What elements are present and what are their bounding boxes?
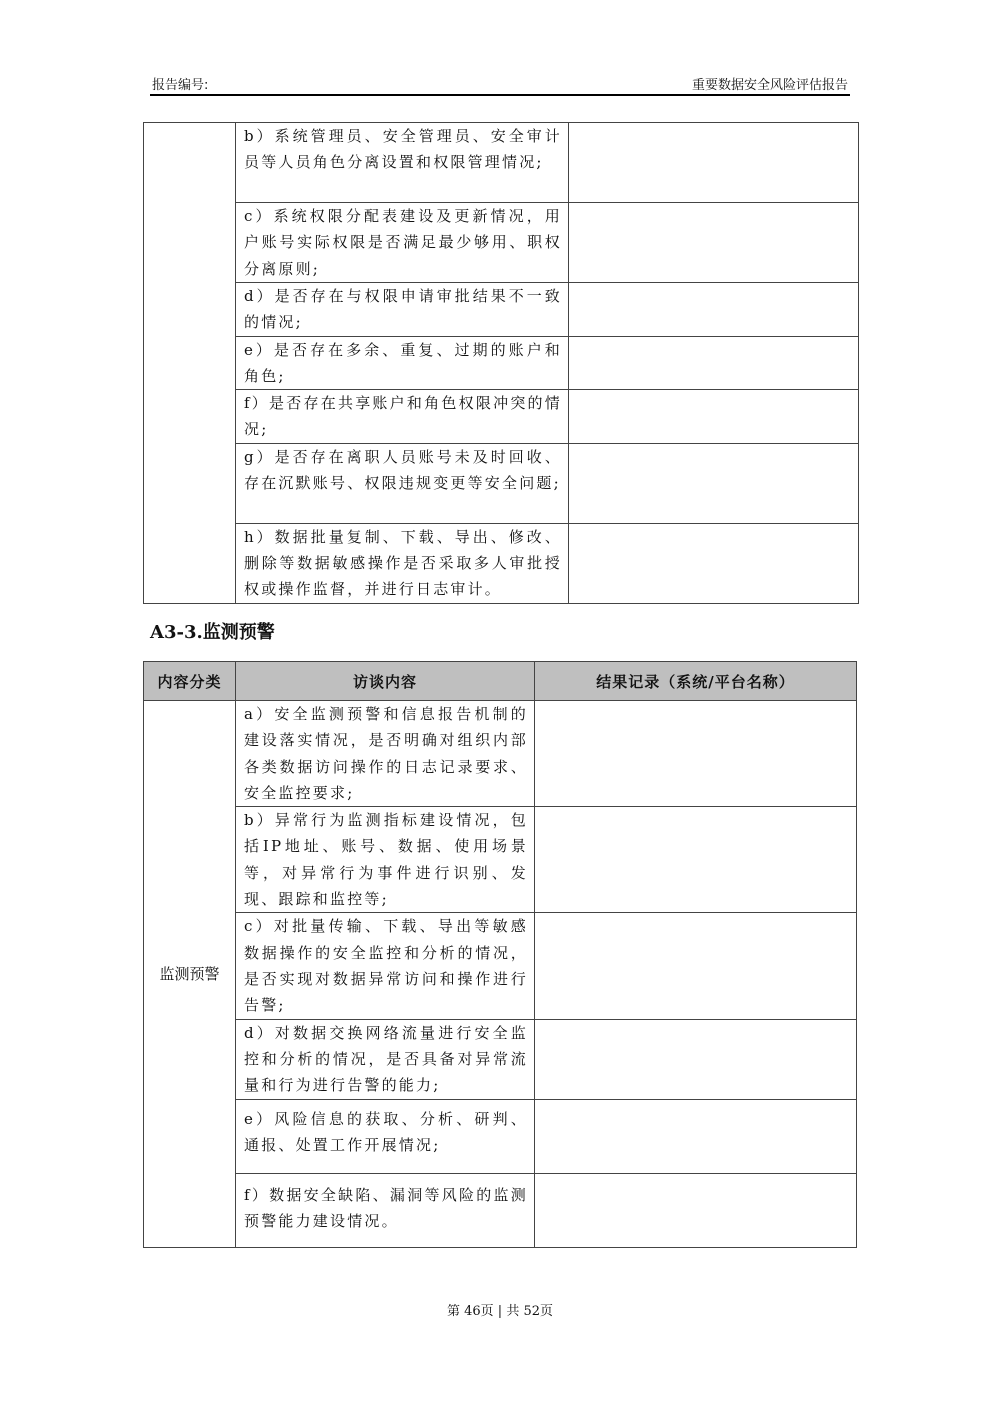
table-row xyxy=(144,1099,857,1173)
interview-content-cell: h）数据批量复制、下载、导出、修改、删除等数据敏感操作是否采取多人审批授权或操作监督，并进行日志审计。 xyxy=(236,523,569,603)
monitoring-table xyxy=(143,661,857,1248)
interview-content-cell: d）是否存在与权限申请审批结果不一致的情况; xyxy=(236,283,569,337)
result-cell[interactable] xyxy=(569,523,859,603)
column-header-category: 内容分类 xyxy=(144,662,236,701)
table-row xyxy=(144,443,859,523)
table-row xyxy=(144,390,859,444)
table-row xyxy=(144,523,859,603)
permission-table xyxy=(143,122,859,604)
result-cell[interactable] xyxy=(569,283,859,337)
result-cell[interactable] xyxy=(569,123,859,203)
result-cell[interactable] xyxy=(535,1019,857,1099)
table-row xyxy=(144,203,859,283)
interview-content-cell: e）是否存在多余、重复、过期的账户和角色; xyxy=(236,336,569,390)
result-cell[interactable] xyxy=(535,913,857,1019)
category-cell xyxy=(144,123,236,604)
page-header xyxy=(150,72,850,96)
page-footer: 第 46页 | 共 52页 xyxy=(447,1304,553,1319)
table-row xyxy=(144,807,857,913)
interview-content-cell: d）对数据交换网络流量进行安全监控和分析的情况，是否具备对异常流量和行为进行告警的能力; xyxy=(236,1019,535,1099)
report-title: 重要数据安全风险评估报告 xyxy=(691,78,848,93)
table-row xyxy=(144,336,859,390)
result-cell[interactable] xyxy=(569,336,859,390)
interview-content-cell: f）是否存在共享账户和角色权限冲突的情况; xyxy=(236,390,569,444)
table-row xyxy=(144,283,859,337)
category-cell: 监测预警 xyxy=(144,701,236,1248)
result-cell[interactable] xyxy=(535,1099,857,1173)
interview-content-cell: b）系统管理员、安全管理员、安全审计员等人员角色分离设置和权限管理情况; xyxy=(236,123,569,203)
table-row xyxy=(144,913,857,1019)
column-header-interview: 访谈内容 xyxy=(236,662,535,701)
table-row xyxy=(144,123,859,203)
result-cell[interactable] xyxy=(535,807,857,913)
report-number-label: 报告编号: xyxy=(152,78,209,93)
interview-content-cell: c）系统权限分配表建设及更新情况，用户账号实际权限是否满足最少够用、职权分离原则; xyxy=(236,203,569,283)
result-cell[interactable] xyxy=(535,1173,857,1247)
interview-content-cell: b）异常行为监测指标建设情况，包括IP地址、账号、数据、使用场景等，对异常行为事件进行识别、发现、跟踪和监控等; xyxy=(236,807,535,913)
table-header-row xyxy=(144,662,857,701)
table-row xyxy=(144,1019,857,1099)
section-title: A3-3.监测预警 xyxy=(150,622,275,643)
interview-content-cell: g）是否存在离职人员账号未及时回收、存在沉默账号、权限违规变更等安全问题; xyxy=(236,443,569,523)
table-row xyxy=(144,701,857,807)
interview-content-cell: e）风险信息的获取、分析、研判、通报、处置工作开展情况; xyxy=(236,1099,535,1173)
interview-content-cell: c）对批量传输、下载、导出等敏感数据操作的安全监控和分析的情况，是否实现对数据异常访问和操作进行告警; xyxy=(236,913,535,1019)
column-header-result: 结果记录（系统/平台名称） xyxy=(535,662,857,701)
result-cell[interactable] xyxy=(569,443,859,523)
result-cell[interactable] xyxy=(569,203,859,283)
result-cell[interactable] xyxy=(569,390,859,444)
interview-content-cell: a）安全监测预警和信息报告机制的建设落实情况，是否明确对组织内部各类数据访问操作的日志记录要求、安全监控要求; xyxy=(236,701,535,807)
table-row xyxy=(144,1173,857,1247)
interview-content-cell: f）数据安全缺陷、漏洞等风险的监测预警能力建设情况。 xyxy=(236,1173,535,1247)
result-cell[interactable] xyxy=(535,701,857,807)
